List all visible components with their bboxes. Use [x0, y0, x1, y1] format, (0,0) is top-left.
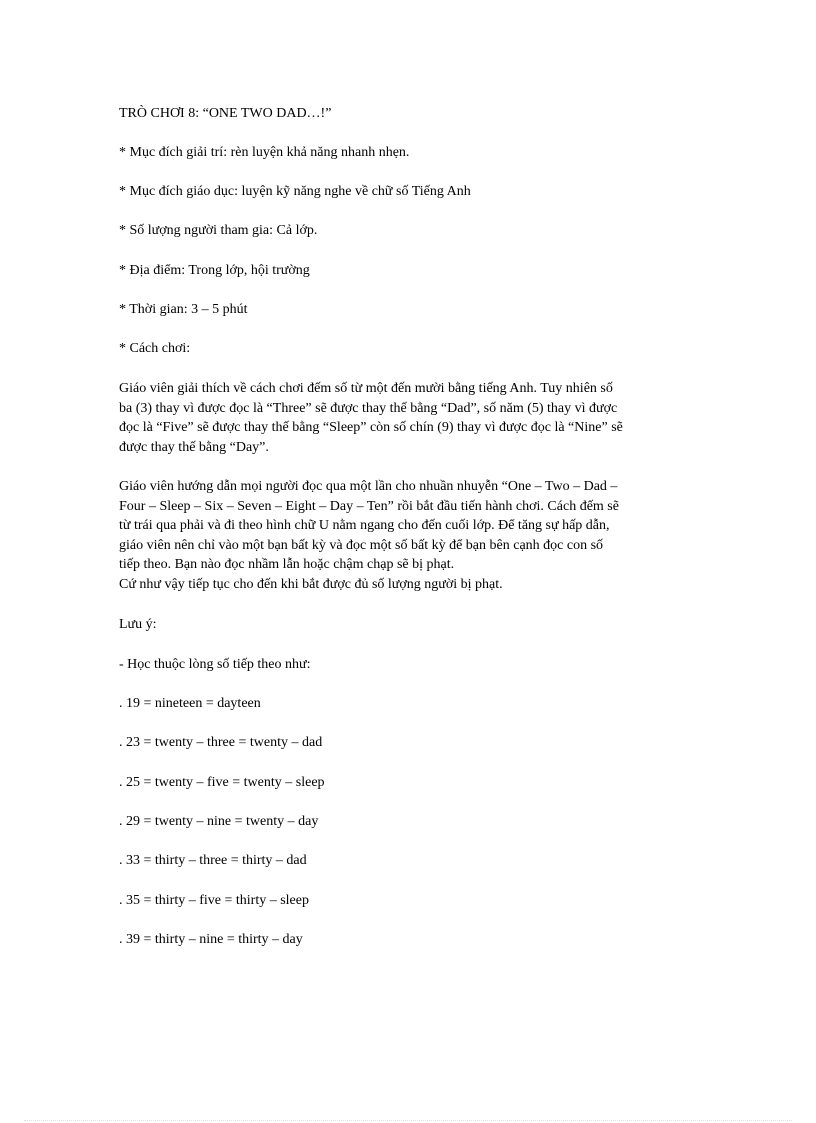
example-item: . 35 = thirty – five = thirty – sleep [119, 893, 309, 908]
game-title: TRÒ CHƠI 8: “ONE TWO DAD…!” [119, 106, 332, 121]
paragraph-line: Cứ như vậy tiếp tục cho đến khi bắt được đủ số lượng người bị phạt. [119, 576, 503, 592]
paragraph-line: ba (3) thay vì được đọc là “Three” sẽ được thay thế bằng “Dad”, số năm (5) thay vì được [119, 400, 618, 416]
note-label: Lưu ý: [119, 617, 157, 632]
location: * Địa điểm: Trong lớp, hội trường [119, 263, 310, 278]
participants: * Số lượng người tham gia: Cả lớp. [119, 223, 318, 238]
rules-paragraph-1 [119, 379, 699, 457]
paragraph-line: đọc là “Five” sẽ được thay thế bằng “Sleep” còn số chín (9) thay vì được đọc là “Nine” sẽ [119, 420, 623, 435]
example-item: . 39 = thirty – nine = thirty – day [119, 932, 303, 947]
paragraph-line: Giáo viên giải thích về cách chơi đếm số từ một đến mười bằng tiếng Anh. Tuy nhiên số [119, 381, 613, 396]
page-bottom-divider [24, 1120, 792, 1121]
example-item: . 25 = twenty – five = twenty – sleep [119, 775, 325, 790]
purpose-entertainment: * Mục đích giải trí: rèn luyện khả năng nhanh nhẹn. [119, 145, 410, 160]
example-item: . 33 = thirty – three = thirty – dad [119, 853, 307, 868]
example-item: . 29 = twenty – nine = twenty – day [119, 814, 319, 829]
paragraph-line: tiếp theo. Bạn nào đọc nhầm lẫn hoặc chậm chạp sẽ bị phạt. [119, 557, 455, 572]
how-to-play-heading: * Cách chơi: [119, 341, 191, 356]
paragraph-line: Giáo viên hướng dẫn mọi người đọc qua một lần cho nhuần nhuyễn “One – Two – Dad – [119, 479, 618, 494]
paragraph-line: giáo viên nên chỉ vào một bạn bất kỳ và đọc một số bất kỳ để bạn bên cạnh đọc con số [119, 537, 604, 553]
paragraph-line: được thay thế bằng “Day”. [119, 439, 269, 455]
rules-paragraph-2 [119, 477, 699, 594]
paragraph-line: từ trái qua phải và đi theo hình chữ U nằm ngang cho đến cuối lớp. Để tăng sự hấp dẫn, [119, 518, 610, 533]
paragraph-line: Four – Sleep – Six – Seven – Eight – Day – Ten” rồi bắt đầu tiến hành chơi. Cách đếm sẽ [119, 498, 619, 514]
memorize-intro: - Học thuộc lòng số tiếp theo như: [119, 657, 311, 672]
duration: * Thời gian: 3 – 5 phút [119, 302, 248, 317]
example-item: . 19 = nineteen = dayteen [119, 696, 261, 711]
purpose-education: * Mục đích giáo dục: luyện kỹ năng nghe về chữ số Tiếng Anh [119, 184, 471, 199]
example-item: . 23 = twenty – three = twenty – dad [119, 735, 323, 750]
